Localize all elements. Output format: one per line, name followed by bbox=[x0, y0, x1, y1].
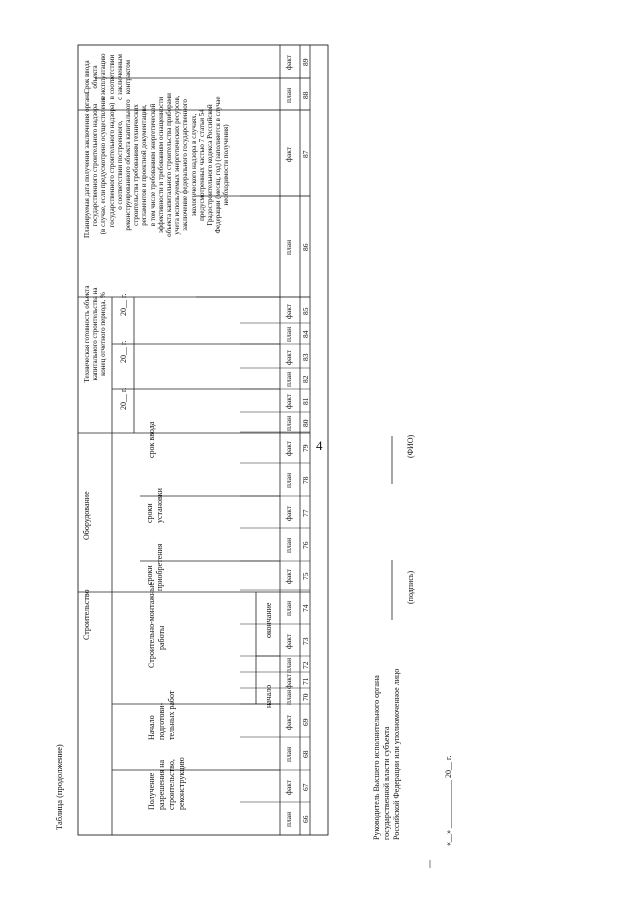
name-caption: (ФИО) bbox=[406, 434, 415, 458]
year-label-3: 20__ г. bbox=[119, 293, 128, 316]
table-caption: Таблица (продолжение) bbox=[54, 744, 64, 830]
col-label-fact: факт bbox=[284, 505, 293, 521]
column-number: 84 bbox=[301, 330, 310, 338]
column-number: 80 bbox=[301, 419, 310, 427]
col-label-fact: факт bbox=[284, 568, 293, 584]
subgroup-permit: Получение разрешения на строительство, реконструкцию bbox=[147, 757, 186, 810]
column-number: 78 bbox=[301, 476, 310, 484]
column-number: 70 bbox=[301, 693, 310, 701]
column-number: 88 bbox=[301, 91, 310, 99]
col-label-fact: факт bbox=[284, 440, 293, 456]
year-label-2: 20__ г. bbox=[119, 340, 128, 363]
subgroup-eq-commission: срок ввода bbox=[147, 421, 156, 458]
column-number: 67 bbox=[301, 783, 310, 791]
col-label-fact: факт bbox=[284, 393, 293, 409]
column-number: 68 bbox=[301, 750, 310, 758]
column-number: 75 bbox=[301, 572, 310, 580]
group-tech-readiness: Техническая готовность объекта капитального строительства на конец отчетного периода, % bbox=[83, 285, 108, 383]
col-label-fact: факт bbox=[284, 779, 293, 795]
year-label-1: 20__ г. bbox=[119, 387, 128, 410]
group-commissioning: Срок ввода объекта в эксплуатацию в соответствии с заключенным контрактом bbox=[83, 53, 133, 101]
page-number: 4 bbox=[316, 438, 323, 453]
col-label-plan: план bbox=[284, 326, 293, 342]
col-label-fact: факт bbox=[284, 349, 293, 365]
col-label-fact: факт bbox=[284, 633, 293, 649]
col-label-fact: факт bbox=[284, 54, 293, 70]
column-number: 79 bbox=[301, 444, 310, 452]
column-number: 74 bbox=[301, 604, 310, 612]
subgroup-cmr-end: окончание bbox=[264, 602, 273, 638]
subgroup-eq-purchase: сроки приобретения bbox=[145, 543, 164, 591]
column-number: 82 bbox=[301, 375, 310, 383]
group-conclusion: Планируемая дата получения заключения органа государственного строительного надзора (в случае, если предусмотрено осуществление государственного строительного надзора) о соответствии построенного, реконструированного объекта капитального строительства требованиям технических регламентов и проектной документации, в том числе требованиям энергетической эффективности и требованиям оснащенности объекта капитального строительства приборами учета используемых энергетических ресурсов, заключение федерального государственного экологического надзора в случаях, предусмотренных частью 7 статьи 54 Градостроительного кодекса Российской Федерации (месяц, год) (заполняется в случае необходимости получения) bbox=[83, 92, 231, 238]
col-label-fact: факт bbox=[284, 673, 293, 689]
subgroup-prep-start: Начало подготови- тельных работ bbox=[147, 690, 176, 740]
column-number: 71 bbox=[301, 677, 310, 685]
column-number: 85 bbox=[301, 307, 310, 315]
col-label-plan: план bbox=[284, 600, 293, 616]
col-label-plan: план bbox=[284, 87, 293, 103]
col-label-plan: план bbox=[284, 811, 293, 827]
signatory-title: Руководитель Высшего исполнительного органа государственной власти субъекта Российской Федерации или уполномоченное лицо bbox=[372, 668, 401, 840]
group-equipment: Оборудование bbox=[82, 491, 91, 540]
col-label-fact: факт bbox=[284, 146, 293, 162]
column-number: 87 bbox=[301, 150, 310, 158]
column-number: 89 bbox=[301, 58, 310, 66]
col-label-plan: план bbox=[284, 689, 293, 705]
column-number: 73 bbox=[301, 637, 310, 645]
date-line: «__» ____________ 20__ г. bbox=[444, 755, 453, 846]
column-number: 86 bbox=[301, 243, 310, 251]
column-number: 81 bbox=[301, 397, 310, 405]
col-label-fact: факт bbox=[284, 714, 293, 730]
col-label-plan: план bbox=[284, 239, 293, 255]
subgroup-cmr-start: начало bbox=[264, 684, 273, 708]
column-number: 72 bbox=[301, 661, 310, 669]
signature-caption: (подпись) bbox=[406, 570, 415, 604]
column-number: 69 bbox=[301, 718, 310, 726]
col-label-plan: план bbox=[284, 537, 293, 553]
subgroup-cmr: Строительно-монтажные работы bbox=[147, 582, 166, 668]
column-number: 66 bbox=[301, 815, 310, 823]
group-construction: Строительство bbox=[82, 589, 91, 640]
col-label-plan: план bbox=[284, 415, 293, 431]
column-number: 77 bbox=[301, 509, 310, 517]
subgroup-eq-install: сроки установки bbox=[145, 488, 164, 523]
col-label-plan: план bbox=[284, 371, 293, 387]
column-number: 83 bbox=[301, 353, 310, 361]
col-label-fact: факт bbox=[284, 303, 293, 319]
col-label-plan: план bbox=[284, 746, 293, 762]
col-label-plan: план bbox=[284, 657, 293, 673]
column-number: 76 bbox=[301, 541, 310, 549]
col-label-plan: план bbox=[284, 472, 293, 488]
